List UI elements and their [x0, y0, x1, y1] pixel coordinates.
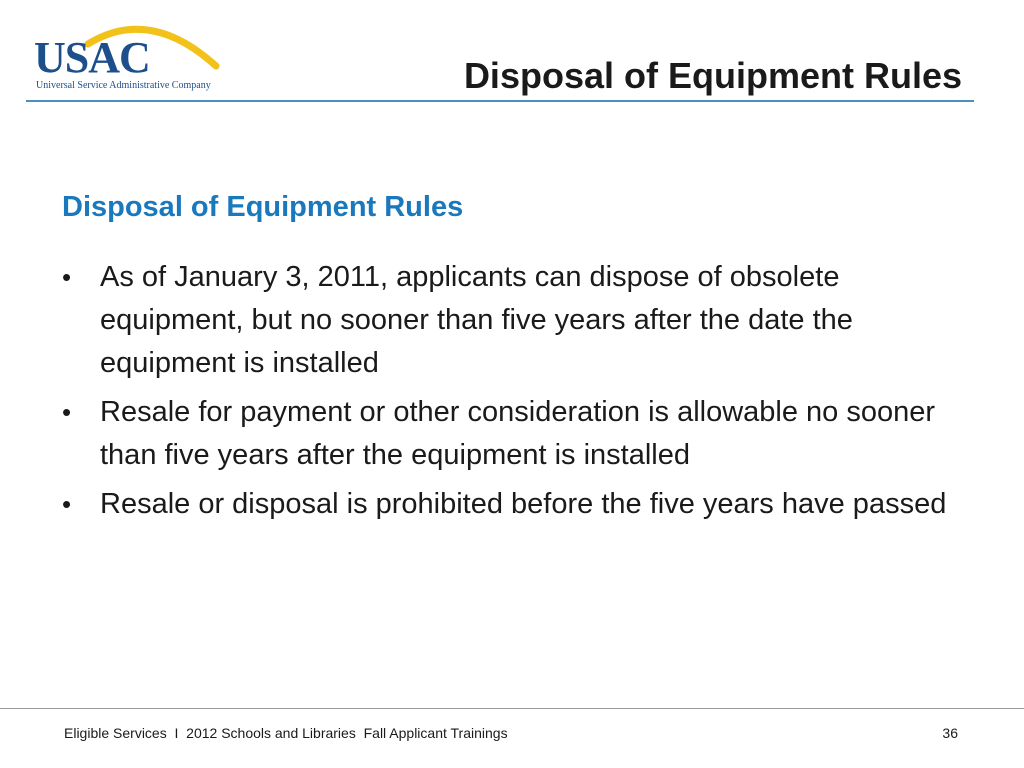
bullet-list [62, 256, 972, 532]
bullet-item [62, 391, 972, 477]
bullet-text: Resale for payment or other consideration is allowable no sooner than five years after the equipment is installed [100, 396, 936, 471]
section-title: Disposal of Equipment Rules [62, 191, 464, 223]
bullet-icon: • [62, 397, 72, 427]
page-number: 36 [942, 725, 958, 741]
bullet-text: As of January 3, 2011, applicants can dispose of obsolete equipment, but no sooner than five years after the date the equipment is installed [100, 261, 853, 379]
logo-tagline: Universal Service Administrative Company [36, 80, 211, 91]
usac-logo [30, 14, 230, 94]
logo-wordmark: USAC [34, 33, 150, 82]
footer-text: Eligible Services I 2012 Schools and Libraries Fall Applicant Trainings [64, 725, 508, 741]
bullet-icon: • [62, 262, 72, 292]
page-title: Disposal of Equipment Rules [463, 55, 962, 96]
bullet-item [62, 483, 972, 526]
bullet-text: Resale or disposal is prohibited before the five years have passed [100, 488, 947, 520]
header-divider [26, 100, 974, 102]
bullet-icon: • [62, 489, 72, 519]
footer-divider [0, 708, 1024, 709]
bullet-item [62, 256, 972, 385]
